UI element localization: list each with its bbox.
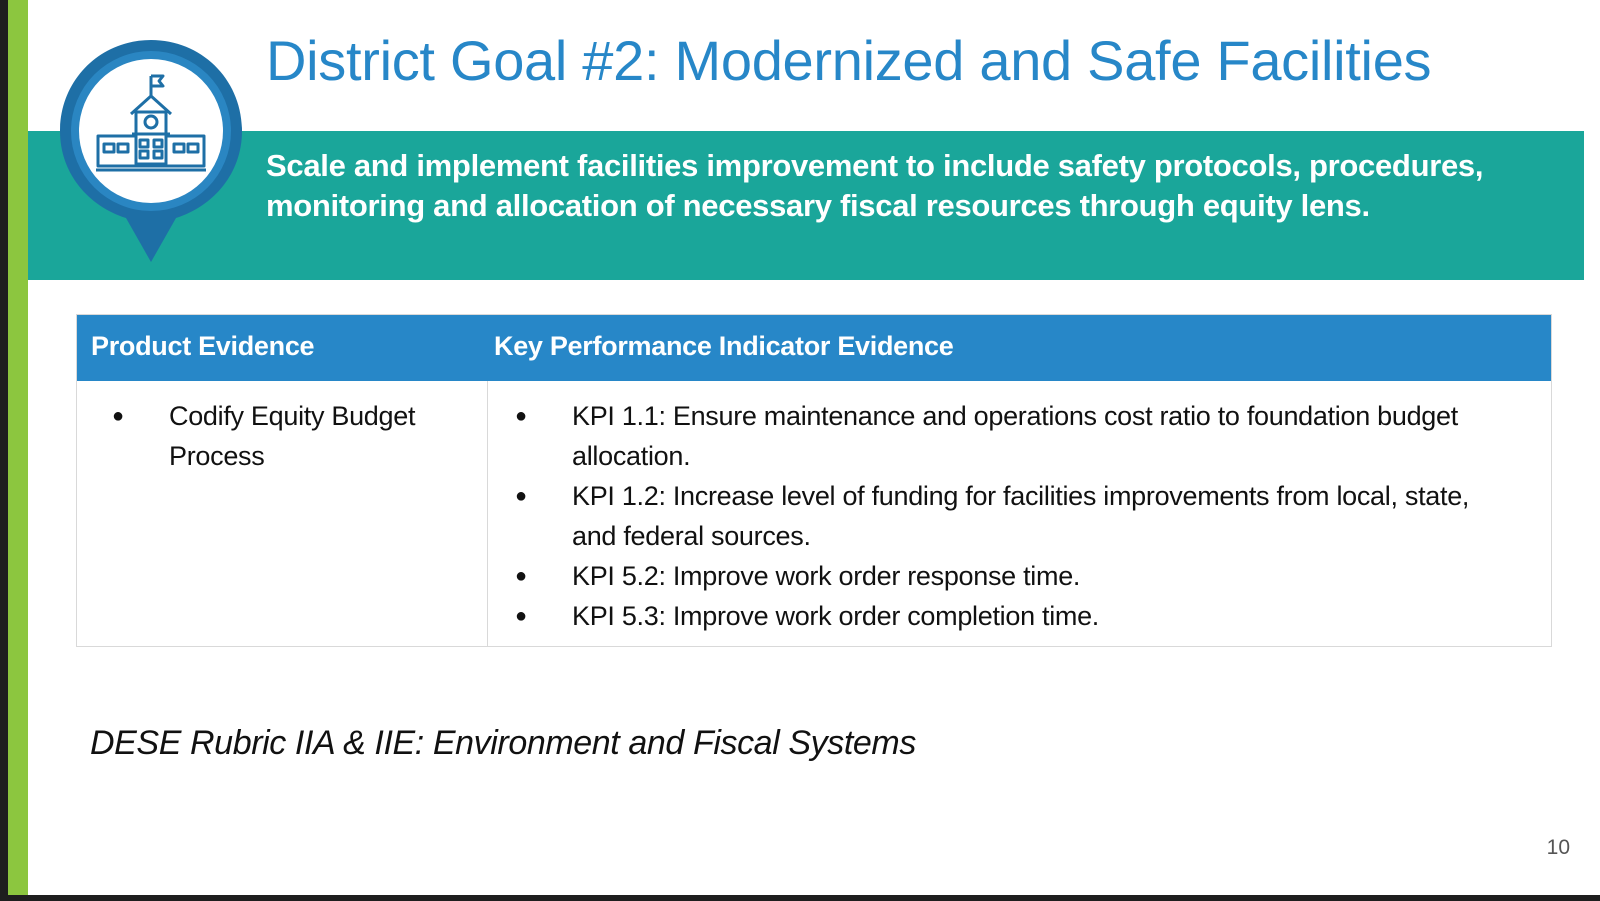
kpi-evidence-list bbox=[515, 396, 1512, 636]
goal-description: Scale and implement facilities improvement to include safety protocols, procedures, monitoring and allocation of necessary fiscal resources through equity lens. bbox=[266, 148, 1484, 223]
list-item bbox=[515, 396, 1512, 476]
page-number: 10 bbox=[1546, 836, 1570, 859]
list-item-text: KPI 5.3: Improve work order completion time. bbox=[572, 601, 1100, 631]
table-header-row bbox=[77, 315, 1551, 381]
list-item-text: KPI 1.1: Ensure maintenance and operations cost ratio to foundation budget allocation. bbox=[572, 401, 1458, 471]
evidence-table bbox=[76, 314, 1552, 647]
list-item bbox=[515, 556, 1512, 596]
slide-title: District Goal #2: Modernized and Safe Facilities bbox=[266, 29, 1432, 92]
window-edge bbox=[0, 0, 8, 901]
kpi-evidence-header: Key Performance Indicator Evidence bbox=[494, 331, 954, 361]
list-item-text: KPI 1.2: Increase level of funding for facilities improvements from local, state, and federal sources. bbox=[572, 481, 1470, 551]
school-building-icon bbox=[56, 36, 246, 266]
list-item bbox=[515, 596, 1512, 636]
bullet-icon: ● bbox=[112, 405, 124, 427]
slide-accent-bar bbox=[8, 0, 28, 901]
rubric-reference: DESE Rubric IIA & IIE: Environment and Fiscal Systems bbox=[90, 724, 916, 762]
product-evidence-header: Product Evidence bbox=[91, 331, 315, 361]
list-item bbox=[515, 476, 1512, 556]
list-item-text: KPI 5.2: Improve work order response time. bbox=[572, 561, 1081, 591]
bullet-icon: ● bbox=[515, 485, 527, 507]
list-item bbox=[112, 396, 459, 476]
product-evidence-list bbox=[112, 396, 459, 476]
bullet-icon: ● bbox=[515, 565, 527, 587]
list-item-text: Codify Equity Budget Process bbox=[169, 401, 416, 471]
column-divider bbox=[487, 381, 488, 647]
window-edge-bottom bbox=[0, 895, 1600, 901]
bullet-icon: ● bbox=[515, 605, 527, 627]
slide bbox=[28, 0, 1600, 895]
bullet-icon: ● bbox=[515, 405, 527, 427]
